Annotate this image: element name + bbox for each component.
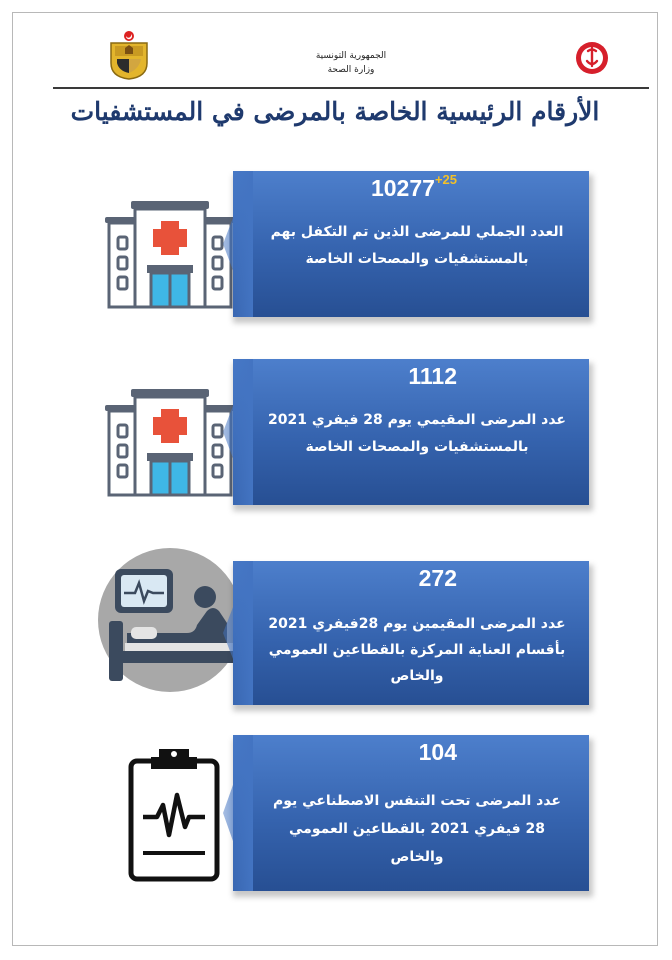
- stat-increment: +25: [434, 172, 457, 187]
- header: [53, 27, 649, 89]
- stat-description: عدد المرضى تحت التنفس الاصطناعي يوم 28 فيفري 2021 بالقطاعين العمومي والخاص: [273, 793, 561, 865]
- page-frame: [12, 12, 658, 946]
- ministry-name: وزارة الصحة: [327, 65, 375, 75]
- stat-description: عدد المرضى المقيمي يوم 28 فيفري 2021 بالمستشفيات والمصحات الخاصة: [268, 412, 566, 455]
- stat-card-total: [113, 171, 589, 317]
- ministry-of-health-logo-icon: [575, 41, 609, 75]
- header-rule: [53, 87, 649, 89]
- stat-description: عدد المرضى المقيمين يوم 28فيفري 2021 بأقسام العناية المركزة بالقطاعين العمومي والخاص: [268, 616, 566, 684]
- stat-number: 104: [418, 739, 457, 765]
- stat-card-hospitalized: [113, 359, 589, 505]
- stat-number: $10277^{+25}$: [370, 172, 457, 201]
- page-title: الأرقام الرئيسية الخاصة بالمرضى في المستشفيات: [70, 97, 600, 126]
- stat-number: 272: [418, 565, 457, 591]
- stat-card-icu: [113, 561, 589, 705]
- stat-description: العدد الجملي للمرضى الذين تم التكفل بهم بالمستشفيات والمصحات الخاصة: [270, 224, 564, 267]
- stat-number: 1112: [408, 363, 457, 389]
- country-name: الجمهورية التونسية: [315, 51, 387, 61]
- stat-card-ventilator: [113, 735, 589, 891]
